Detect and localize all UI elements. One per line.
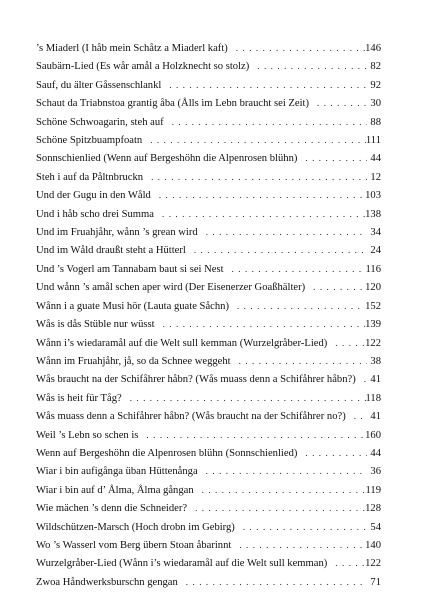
dot-leader	[151, 186, 365, 204]
toc-entry-page-number: 44	[370, 153, 381, 165]
toc-entry-title: ’s Miaderl (I håb mein Schåtz a Miaderl kaft)	[36, 43, 228, 54]
toc-entry-title: Sauf, du älter Gåssenschlankl	[36, 79, 162, 91]
dot-leader	[155, 315, 366, 333]
toc-entry[interactable]	[36, 426, 381, 444]
toc-entry[interactable]	[36, 352, 381, 370]
toc-entry-page-number: 116	[365, 263, 381, 275]
toc-entry-page-number: 118	[365, 392, 381, 404]
toc-entry[interactable]	[36, 573, 381, 591]
toc-entry[interactable]	[36, 149, 381, 167]
toc-entry-page-number: 103	[365, 190, 381, 202]
dot-leader	[228, 39, 365, 57]
toc-entry-title: Wie mächen ’s denn die Schneider?	[36, 503, 188, 515]
toc-entry[interactable]	[36, 462, 381, 480]
toc-entry-title: Wås muass denn a Schifåhrer håbn? (Wås braucht na der Schifåhrer no?)	[36, 411, 346, 423]
dot-leader	[178, 573, 367, 591]
toc-entry[interactable]	[36, 370, 381, 388]
toc-entry-page-number: 139	[365, 319, 381, 331]
toc-entry[interactable]	[36, 481, 381, 499]
toc-entry-title: Weil ’s Lebn so schen is	[36, 429, 139, 441]
dot-leader	[231, 536, 365, 554]
dot-leader	[327, 334, 365, 352]
dot-leader	[327, 554, 365, 572]
toc-entry-page-number: 24	[370, 245, 381, 257]
dot-leader	[122, 389, 366, 407]
dot-leader	[297, 444, 367, 462]
toc-entry-title: Wenn auf Bergeshöhn die Alpenrosen blühn (Sonnschienlied)	[36, 447, 298, 459]
toc-entry-page-number: 41	[370, 374, 381, 386]
toc-entry-title: Und wånn ’s amål schen aper wird (Der Eisenerzer Goaßhälter)	[36, 282, 306, 294]
toc-entry-page-number: 71	[370, 576, 381, 588]
toc-entry[interactable]	[36, 389, 381, 407]
toc-entry[interactable]	[36, 223, 381, 241]
dot-leader	[198, 223, 367, 241]
toc-entry-page-number: 140	[365, 539, 381, 551]
toc-entry-page-number: 152	[365, 300, 381, 312]
toc-entry-page-number: 82	[370, 61, 381, 73]
toc-entry-title: Schöne Spitzbuampfoatn	[36, 135, 143, 147]
toc-entry-page-number: 138	[365, 208, 381, 220]
toc-entry-page-number: 44	[370, 447, 381, 459]
toc-entry-page-number: 30	[370, 98, 381, 110]
toc-entry-page-number: 120	[365, 282, 381, 294]
toc-entry[interactable]	[36, 168, 381, 186]
toc-entry[interactable]	[36, 186, 381, 204]
toc-entry-title: Schöne Schwoagarin, steh auf	[36, 116, 164, 128]
toc-entry[interactable]	[36, 113, 381, 131]
toc-entry-page-number: 88	[370, 116, 381, 128]
dot-leader	[138, 426, 365, 444]
toc-entry[interactable]	[36, 260, 381, 278]
toc-entry-title: Wiar i bin aufigånga üban Hüttenånga	[36, 466, 198, 478]
dot-leader	[143, 168, 367, 186]
toc-entry-title: Wånn i a guate Musi hör (Lauta guate Såchn)	[36, 300, 229, 312]
toc-entry[interactable]	[36, 76, 381, 94]
toc-entry-page-number: 146	[365, 43, 381, 54]
toc-entry-title: Schaut da Triabnstoa grantig åba (Ålls im Lebn braucht sei Zeit)	[36, 98, 310, 110]
toc-entry-title: Und i håb scho drei Summa	[36, 208, 154, 220]
toc-entry-page-number: 12	[370, 171, 381, 183]
dot-leader	[309, 94, 367, 112]
toc-entry-title: Wurzelgråber-Lied (Wånn i’s wiedaramål auf die Welt sull kemman)	[36, 558, 328, 570]
toc-entry[interactable]	[36, 131, 381, 149]
toc-entry-page-number: 122	[365, 558, 381, 570]
toc-entry-title: Wås is dås Stüble nur wüsst	[36, 319, 155, 331]
toc-entry-page-number: 160	[365, 429, 381, 441]
dot-leader	[198, 462, 367, 480]
toc-entry[interactable]	[36, 334, 381, 352]
toc-entry-page-number: 111	[365, 135, 381, 147]
toc-entry[interactable]	[36, 536, 381, 554]
toc-entry[interactable]	[36, 205, 381, 223]
dot-leader	[224, 260, 366, 278]
dot-leader	[154, 205, 365, 223]
toc-entry[interactable]	[36, 278, 381, 296]
dot-leader	[235, 518, 367, 536]
dot-leader	[356, 370, 367, 388]
toc-entry-page-number: 122	[365, 337, 381, 349]
dot-leader	[186, 241, 367, 259]
toc-entry[interactable]	[36, 297, 381, 315]
toc-entry-title: Und der Gugu in den Wåld	[36, 190, 151, 202]
toc-entry[interactable]	[36, 444, 381, 462]
toc-entry-title: Und im Wåld draußt steht a Hütterl	[36, 245, 186, 257]
toc-entry-page-number: 38	[370, 355, 381, 367]
dot-leader	[229, 297, 365, 315]
dot-leader	[346, 407, 367, 425]
toc-entry-page-number: 54	[370, 521, 381, 533]
toc-entry[interactable]	[36, 315, 381, 333]
toc-entry[interactable]	[36, 407, 381, 425]
table-of-contents	[36, 39, 381, 591]
toc-entry-title: Saubärn-Lied (Es wår amål a Holzknecht so stolz)	[36, 61, 250, 73]
toc-entry-title: Wås braucht na der Schifåhrer håbn? (Wås muass denn a Schifåhrer håbn?)	[36, 374, 356, 386]
toc-entry-title: Wås is heit für Tåg?	[36, 392, 122, 404]
dot-leader	[231, 352, 367, 370]
toc-entry-title: Wildschützen-Marsch (Hoch drobn im Gebirg)	[36, 521, 235, 533]
toc-entry-title: Steh i auf da Påltnbruckn	[36, 171, 144, 183]
toc-entry-page-number: 128	[365, 503, 381, 515]
dot-leader	[305, 278, 365, 296]
toc-entry[interactable]	[36, 554, 381, 572]
toc-entry-page-number: 36	[370, 466, 381, 478]
dot-leader	[249, 57, 367, 75]
toc-entry[interactable]	[36, 499, 381, 517]
toc-entry-title: Zwoa Håndwerksburschn gengan	[36, 576, 178, 588]
toc-entry-title: Wånn im Fruahjåhr, jå, so da Schnee weggeht	[36, 355, 231, 367]
toc-entry-title: Wånn i’s wiedaramål auf die Welt sull kemman (Wurzelgråber-Lied)	[36, 337, 328, 349]
dot-leader	[187, 499, 365, 517]
dot-leader	[161, 76, 367, 94]
dot-leader	[142, 131, 366, 149]
toc-entry[interactable]	[36, 39, 381, 57]
toc-entry-page-number: 34	[370, 227, 381, 239]
dot-leader	[194, 481, 366, 499]
toc-entry[interactable]	[36, 241, 381, 259]
toc-entry[interactable]	[36, 57, 381, 75]
dot-leader	[297, 149, 367, 167]
toc-entry-title: Wo ’s Wasserl vom Berg übern Stoan åbarinnt	[36, 539, 232, 551]
toc-entry-title: Und im Fruahjåhr, wånn ’s grean wird	[36, 227, 198, 239]
toc-entry[interactable]	[36, 518, 381, 536]
toc-entry-page-number: 41	[370, 411, 381, 423]
toc-entry-page-number: 92	[370, 79, 381, 91]
toc-entry-title: Wiar i bin auf d’ Ålma, Ålma gångan	[36, 484, 194, 496]
toc-entry[interactable]	[36, 94, 381, 112]
toc-entry-title: Sonnschienlied (Wenn auf Bergeshöhn die Alpenrosen blühn)	[36, 153, 298, 165]
toc-entry-page-number: 119	[365, 484, 381, 496]
toc-entry-title: Und ’s Vogerl am Tannabam baut si sei Nest	[36, 263, 224, 275]
dot-leader	[164, 113, 367, 131]
